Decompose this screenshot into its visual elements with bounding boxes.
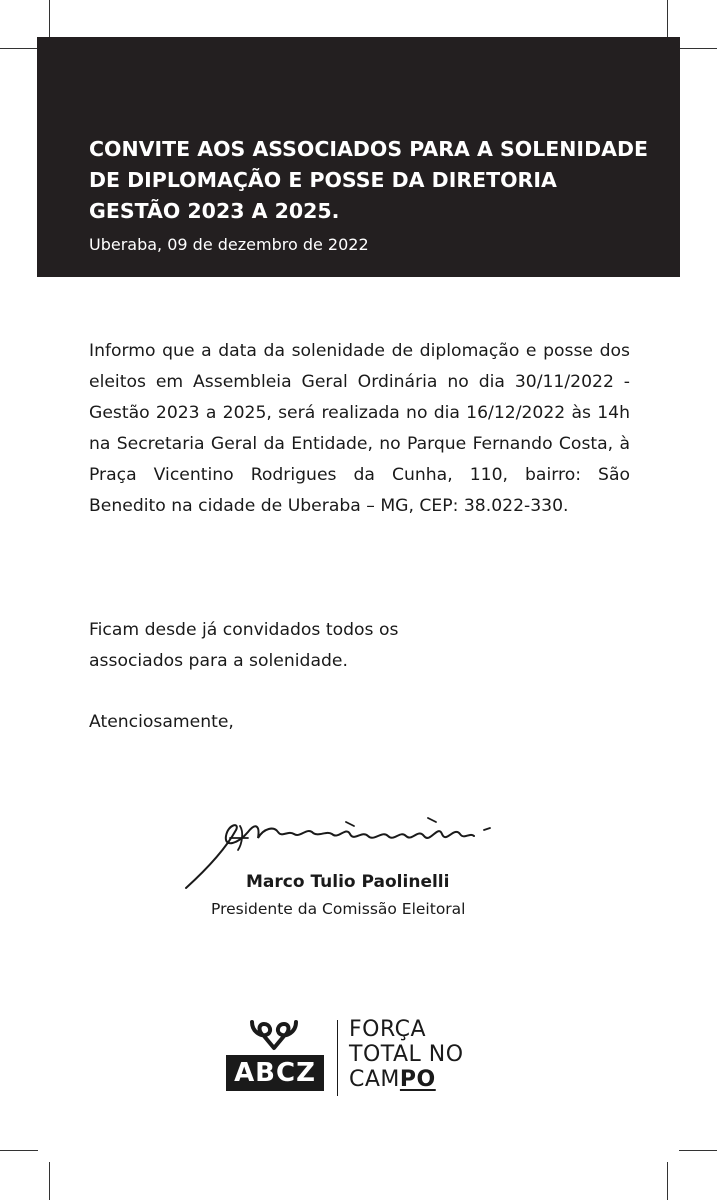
closing-line: Atenciosamente, (89, 712, 234, 732)
crop-mark (49, 0, 50, 38)
date-line: Uberaba, 09 de dezembro de 2022 (89, 235, 369, 254)
slogan-line-3-bold: PO (399, 1067, 436, 1092)
logo-divider (337, 1020, 338, 1096)
crop-mark (667, 1162, 668, 1200)
slogan-line-1: FORÇA (349, 1017, 427, 1042)
signer-role: Presidente da Comissão Eleitoral (211, 900, 466, 918)
crop-mark (679, 48, 717, 49)
invitation-paragraph: Informo que a data da solenidade de diplomação e posse dos eleitos em Assembleia Geral Ordinária no dia 30/11/2022 - Gestão 2023 a 2025, será realizada no dia 16/12/2022 às 14h na Secretaria Geral da Entidade, no Parque Fernando Costa, à Praça Vicentino Rodrigues da Cunha, 110, bairro: São Benedito na cidade de Uberaba – MG, CEP: 38.022-330. (89, 341, 630, 516)
crop-mark (49, 1162, 50, 1200)
invitation-title: CONVITE AOS ASSOCIADOS PARA A SOLENIDADE DE DIPLOMAÇÃO E POSSE DA DIRETORIA GESTÃO 2023 A 2025. (89, 137, 648, 223)
crop-mark (0, 1150, 38, 1151)
bull-emblem-icon (248, 1018, 300, 1052)
abcz-wordmark: ABCZ (226, 1055, 324, 1091)
slogan-line-3-regular: CAM (349, 1067, 400, 1092)
abcz-logo (226, 1018, 496, 1100)
crop-mark (667, 0, 668, 38)
slogan-line-2: TOTAL NO (349, 1042, 464, 1067)
signer-name: Marco Tulio Paolinelli (246, 872, 450, 892)
header-band (37, 37, 680, 277)
crop-mark (679, 1150, 717, 1151)
crop-mark (0, 48, 38, 49)
slogan-line-3 (349, 1068, 436, 1092)
invitation-paragraph-2: Ficam desde já convidados todos os associados para a solenidade. (89, 620, 399, 671)
